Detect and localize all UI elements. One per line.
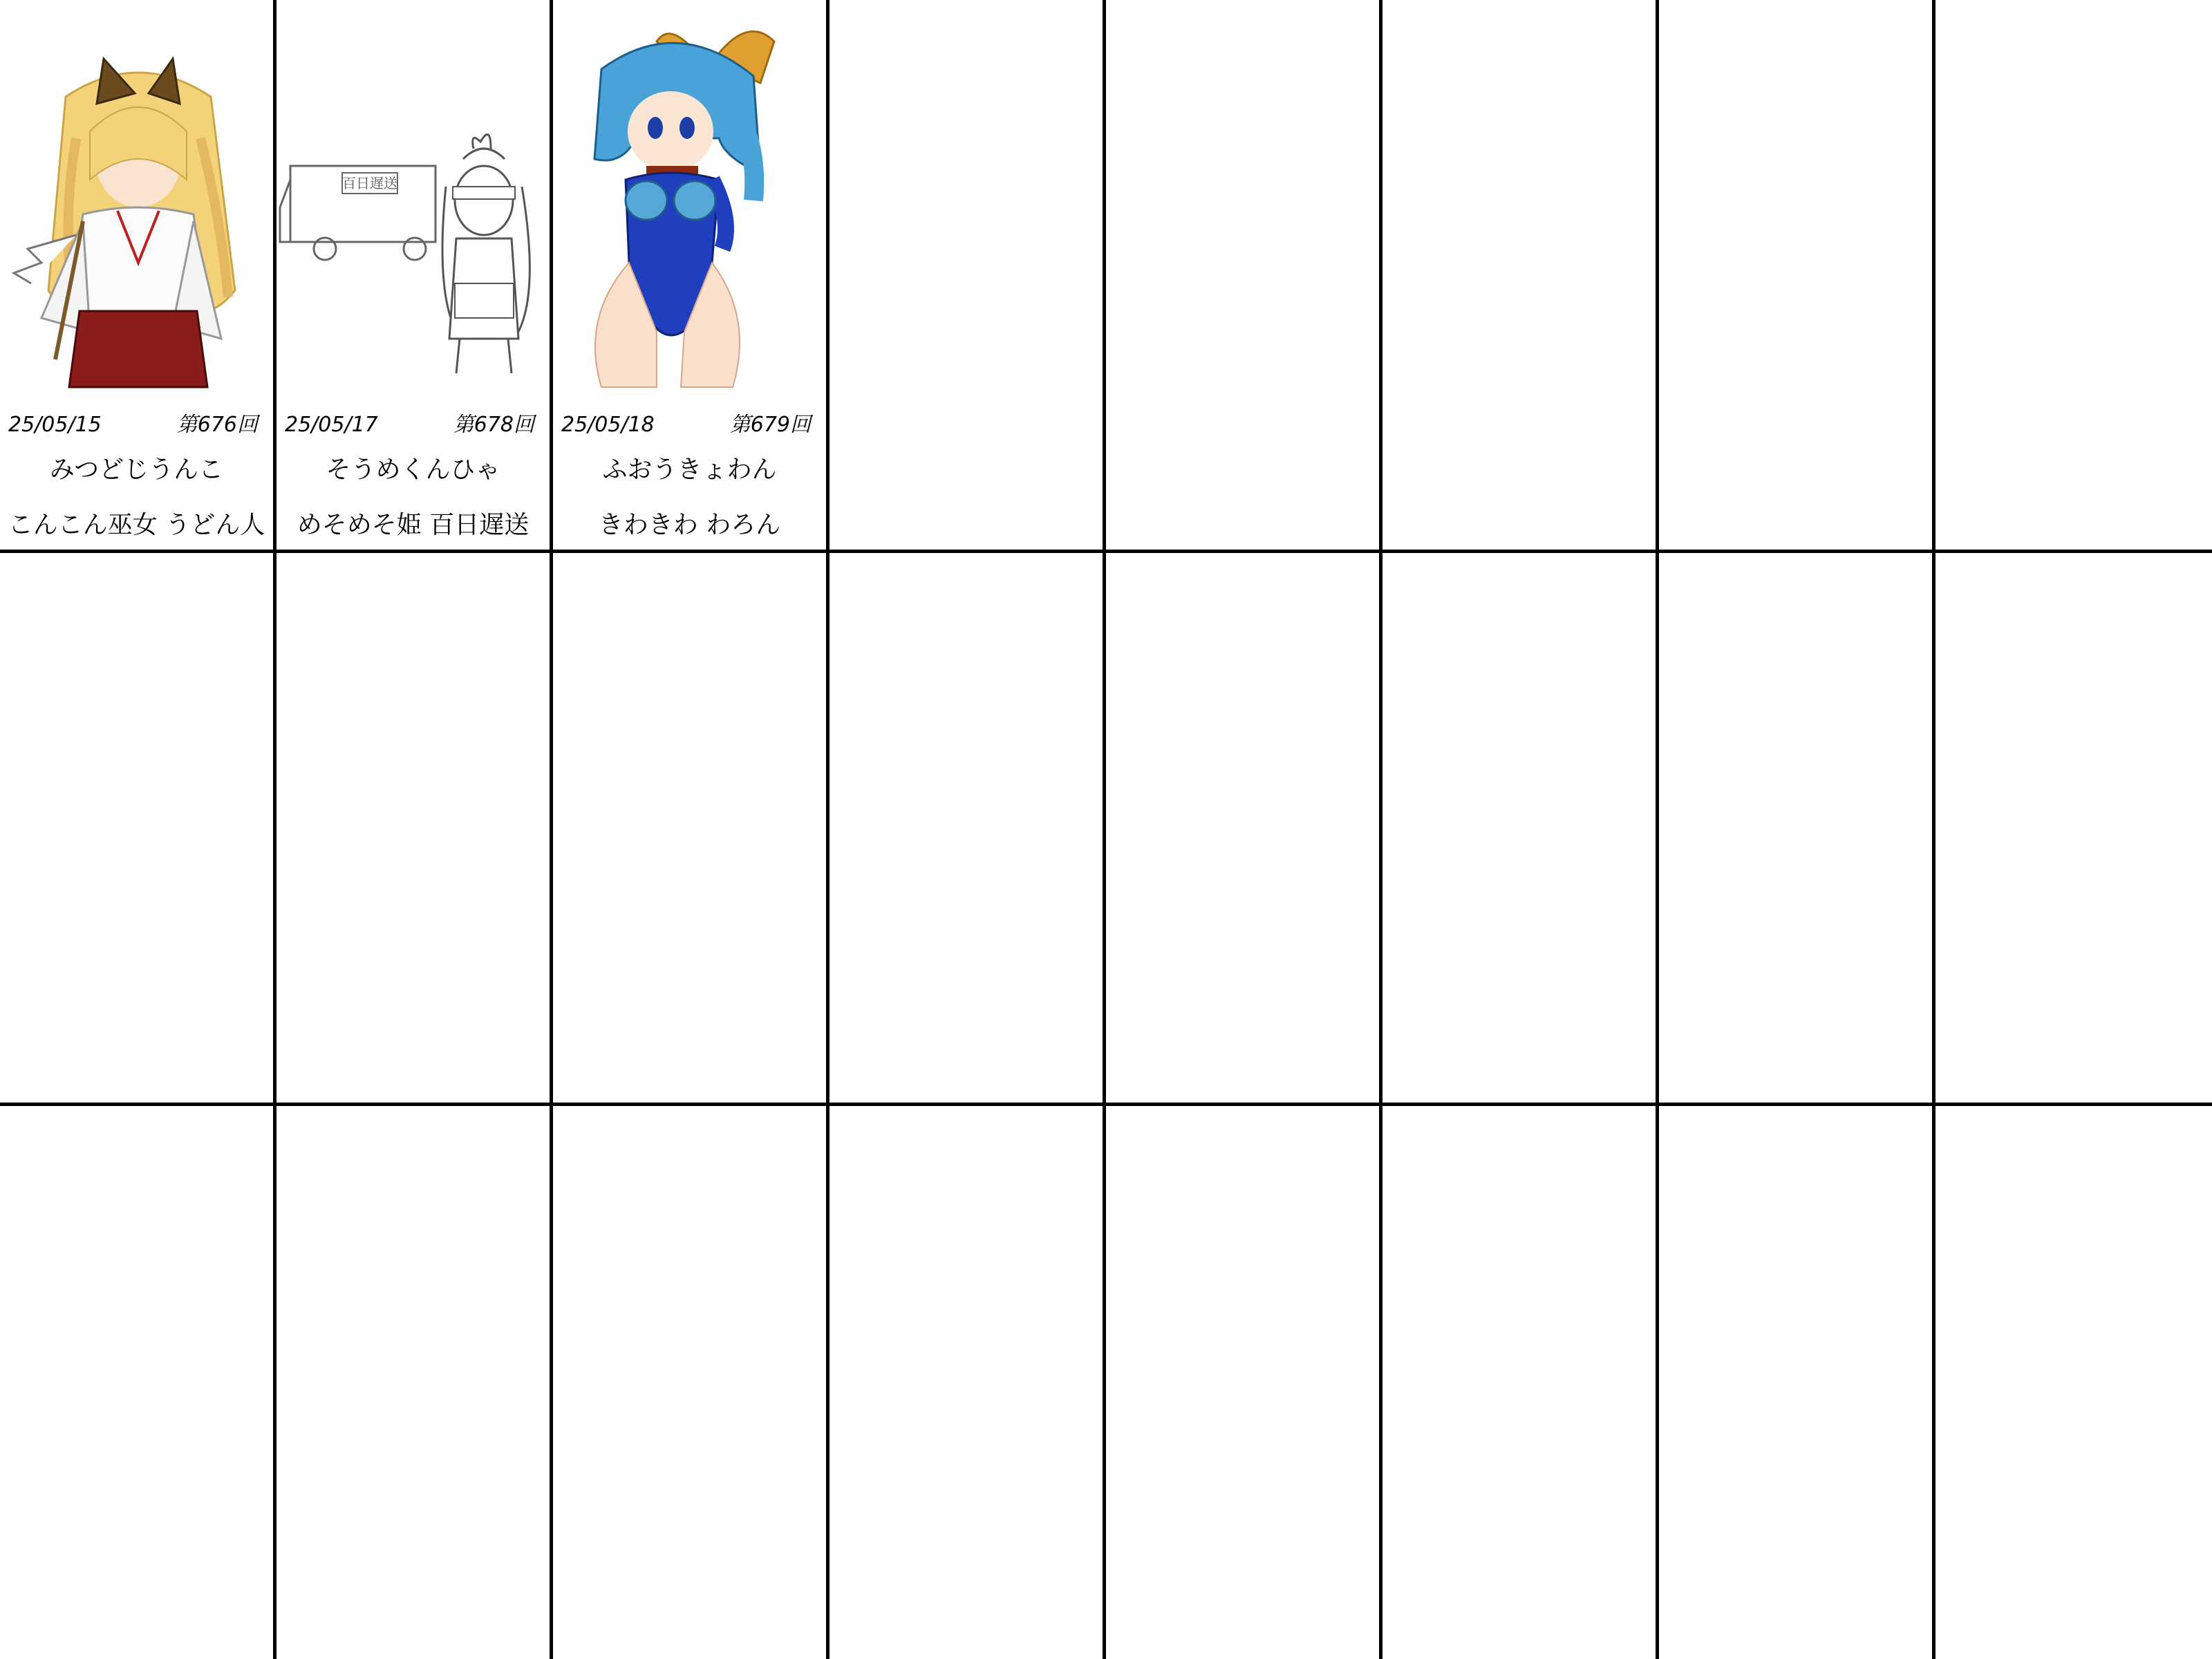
empty-cell[interactable] <box>1382 553 1659 1106</box>
empty-cell[interactable] <box>830 0 1106 553</box>
empty-cell[interactable] <box>1382 1106 1659 1659</box>
card-3[interactable] <box>553 0 830 553</box>
card-episode: 第678回 <box>453 413 534 437</box>
card-date: 25/05/18 <box>561 413 655 437</box>
blue-hair-girl-illustration <box>553 0 830 408</box>
empty-cell[interactable] <box>830 553 1106 1106</box>
empty-cell[interactable] <box>1106 0 1382 553</box>
empty-cell[interactable] <box>1659 0 1936 553</box>
card-date: 25/05/15 <box>8 413 102 437</box>
empty-cell[interactable] <box>1936 1106 2212 1659</box>
card-1[interactable] <box>0 0 276 553</box>
card-episode: 第679回 <box>729 413 811 437</box>
empty-cell[interactable] <box>276 1106 553 1659</box>
card-title: ふおうきょわん <box>602 456 777 484</box>
empty-cell[interactable] <box>1106 553 1382 1106</box>
truck-sign: 百日遅送 <box>342 175 397 191</box>
card-episode: 第676回 <box>176 413 258 437</box>
empty-cell[interactable] <box>553 553 830 1106</box>
empty-cell[interactable] <box>276 553 553 1106</box>
card-meta <box>276 408 550 553</box>
empty-cell[interactable] <box>1659 1106 1936 1659</box>
card-title: そうめくんひゃ <box>326 456 500 484</box>
card-title: みつどじうんこ <box>49 456 224 484</box>
card-meta <box>0 408 273 553</box>
empty-cell[interactable] <box>1659 553 1936 1106</box>
delivery-girl-sketch <box>276 0 553 408</box>
empty-cell[interactable] <box>830 1106 1106 1659</box>
empty-cell[interactable] <box>553 1106 830 1659</box>
empty-cell[interactable] <box>1382 0 1659 553</box>
card-2[interactable] <box>276 0 553 553</box>
card-subtitle: こんこん巫女 うどん人 <box>8 511 265 539</box>
card-subtitle: きわきわ わろん <box>598 511 781 539</box>
card-date: 25/05/17 <box>285 413 378 437</box>
card-subtitle: めそめそ姫 百日遅送 <box>297 511 529 539</box>
empty-cell[interactable] <box>1936 0 2212 553</box>
empty-cell[interactable] <box>1936 553 2212 1106</box>
empty-cell[interactable] <box>0 553 276 1106</box>
fox-miko-illustration <box>0 0 276 408</box>
empty-cell[interactable] <box>1106 1106 1382 1659</box>
empty-cell[interactable] <box>0 1106 276 1659</box>
card-meta <box>553 408 826 553</box>
